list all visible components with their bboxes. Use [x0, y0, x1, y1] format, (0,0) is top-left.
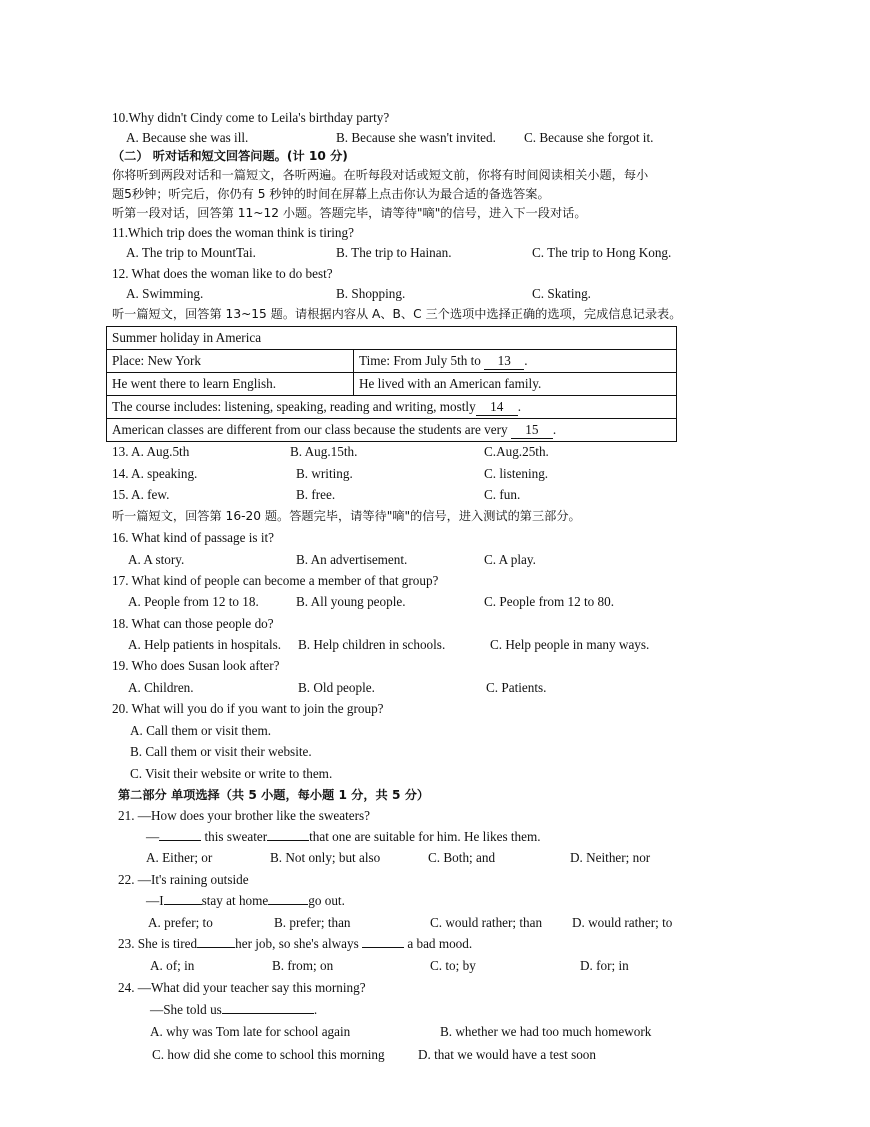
q24-blank[interactable] — [222, 1013, 314, 1014]
q21-text-mid: this sweater — [204, 829, 268, 844]
q22-blank-1[interactable] — [164, 904, 202, 905]
q19-option-b[interactable]: B. Old people. — [298, 680, 375, 695]
record-place: Place: New York — [107, 350, 354, 373]
q21-text-post: that one are suitable for him. He likes them. — [309, 829, 541, 844]
record-table-instruction: 听一篇短文，回答第 13~15 题。请根据内容从 A、B、C 三个选项中选择正确的选项，完成信息记录表。 — [112, 307, 682, 321]
q18-option-b[interactable]: B. Help children in schools. — [298, 637, 446, 652]
q24-option-a[interactable]: A. why was Tom late for school again — [150, 1024, 351, 1039]
question-21-stem: 21. —How does your brother like the sweaters? — [118, 808, 370, 823]
record-classes: American classes are different from our class because the students are very 15 . — [107, 419, 677, 442]
q24-option-c[interactable]: C. how did she come to school this morning — [152, 1047, 385, 1062]
information-record-table — [106, 326, 677, 442]
record-lived: He lived with an American family. — [354, 373, 677, 396]
q21-option-c[interactable]: C. Both; and — [428, 850, 496, 865]
blank-15[interactable]: 15 — [511, 422, 553, 439]
q22-option-b[interactable]: B. prefer; than — [274, 915, 351, 930]
q13-option-b[interactable]: B. Aug.15th. — [290, 444, 358, 459]
part-2-heading: 第二部分 单项选择（共 5 小题，每小题 1 分，共 5 分） — [118, 788, 430, 802]
q22-option-a[interactable]: A. prefer; to — [148, 915, 213, 930]
record-time: Time: From July 5th to 13 . — [354, 350, 677, 373]
question-22-stem: 22. —It's raining outside — [118, 872, 249, 887]
q24-text-pre: —She told us — [150, 1002, 222, 1017]
q14-option-b[interactable]: B. writing. — [296, 466, 353, 481]
q22-text-mid: stay at home — [201, 893, 269, 908]
blank-13[interactable]: 13 — [484, 353, 524, 370]
record-time-text: Time: From July 5th to — [359, 352, 481, 368]
q22-dash: —I — [146, 893, 164, 908]
section-2-heading: （二） 听对话和短文回答问题。(计 10 分) — [112, 149, 348, 163]
question-21-line-2 — [146, 829, 541, 845]
section-2-instruction-2: 题5秒钟；听完后，你仍有 5 秒钟的时间在屏幕上点击你认为最合适的备选答案。 — [112, 187, 550, 201]
q22-option-d[interactable]: D. would rather; to — [572, 915, 673, 930]
q23-text-pre: 23. She is tired — [118, 936, 198, 951]
record-learn: He went there to learn English. — [107, 373, 354, 396]
q11-option-b[interactable]: B. The trip to Hainan. — [336, 245, 452, 260]
q15-option-a[interactable]: 15. A. few. — [112, 487, 170, 502]
q13-option-a[interactable]: 13. A. Aug.5th — [112, 444, 190, 459]
q22-option-c[interactable]: C. would rather; than — [430, 915, 543, 930]
q23-option-a[interactable]: A. of; in — [150, 958, 195, 973]
q16-option-c[interactable]: C. A play. — [484, 552, 536, 567]
q12-option-a[interactable]: A. Swimming. — [126, 286, 204, 301]
record-course: The course includes: listening, speaking, reading and writing, mostly 14 . — [107, 396, 677, 419]
question-18-stem: 18. What can those people do? — [112, 616, 274, 631]
q10-option-c[interactable]: C. Because she forgot it. — [524, 130, 654, 145]
q16-option-a[interactable]: A. A story. — [128, 552, 185, 567]
passage-instruction: 听一篇短文，回答第 16-20 题。答题完毕，请等待"嘀"的信号，进入测试的第三部分。 — [112, 509, 581, 523]
q11-option-c[interactable]: C. The trip to Hong Kong. — [532, 245, 672, 260]
q12-option-b[interactable]: B. Shopping. — [336, 286, 406, 301]
q10-option-a[interactable]: A. Because she was ill. — [126, 130, 249, 145]
q13-option-c[interactable]: C.Aug.25th. — [484, 444, 549, 459]
q11-option-a[interactable]: A. The trip to MountTai. — [126, 245, 256, 260]
blank-14[interactable]: 14 — [476, 399, 518, 416]
question-16-stem: 16. What kind of passage is it? — [112, 530, 275, 545]
q21-dash: — — [146, 829, 160, 844]
q12-option-c[interactable]: C. Skating. — [532, 286, 591, 301]
q21-blank-1[interactable] — [159, 840, 201, 841]
q23-blank-2[interactable] — [362, 947, 404, 948]
question-24-stem: 24. —What did your teacher say this morning? — [118, 980, 366, 995]
question-24-line-2 — [150, 1002, 317, 1018]
q21-option-a[interactable]: A. Either; or — [146, 850, 213, 865]
record-course-text: The course includes: listening, speaking, reading and writing, mostly — [112, 398, 476, 414]
q20-option-a[interactable]: A. Call them or visit them. — [130, 723, 272, 738]
q10-option-b[interactable]: B. Because she wasn't invited. — [336, 130, 496, 145]
q23-option-b[interactable]: B. from; on — [272, 958, 334, 973]
q18-option-c[interactable]: C. Help people in many ways. — [490, 637, 650, 652]
q19-option-c[interactable]: C. Patients. — [486, 680, 547, 695]
question-23-stem — [118, 936, 472, 952]
q23-option-d[interactable]: D. for; in — [580, 958, 629, 973]
q24-option-b[interactable]: B. whether we had too much homework — [440, 1024, 652, 1039]
q22-text-post: go out. — [308, 893, 345, 908]
q14-option-a[interactable]: 14. A. speaking. — [112, 466, 198, 481]
q14-option-c[interactable]: C. listening. — [484, 466, 549, 481]
question-10-stem: 10.Why didn't Cindy come to Leila's birthday party? — [112, 110, 390, 125]
record-classes-text: American classes are different from our class because the students are very — [112, 421, 508, 437]
q16-option-b[interactable]: B. An advertisement. — [296, 552, 408, 567]
section-2-instruction-3: 听第一段对话，回答第 11~12 小题。答题完毕，请等待"嘀"的信号，进入下一段对话。 — [112, 206, 587, 220]
section-2-instruction-1: 你将听到两段对话和一篇短文，各听两遍。在听每段对话或短文前，你将有时间阅读相关小题，每小 — [112, 168, 649, 182]
q19-option-a[interactable]: A. Children. — [128, 680, 194, 695]
question-11-stem: 11.Which trip does the woman think is tiring? — [112, 225, 354, 240]
question-19-stem: 19. Who does Susan look after? — [112, 658, 280, 673]
question-17-stem: 17. What kind of people can become a member of that group? — [112, 573, 439, 588]
q23-option-c[interactable]: C. to; by — [430, 958, 476, 973]
q23-text-post: a bad mood. — [407, 936, 473, 951]
q21-option-b[interactable]: B. Not only; but also — [270, 850, 381, 865]
q17-option-c[interactable]: C. People from 12 to 80. — [484, 594, 615, 609]
q24-text-post: . — [313, 1002, 318, 1017]
question-20-stem: 20. What will you do if you want to join the group? — [112, 701, 384, 716]
q22-blank-2[interactable] — [268, 904, 308, 905]
q15-option-b[interactable]: B. free. — [296, 487, 336, 502]
q23-text-mid: her job, so she's always — [235, 936, 359, 951]
q17-option-b[interactable]: B. All young people. — [296, 594, 406, 609]
q20-option-c[interactable]: C. Visit their website or write to them. — [130, 766, 333, 781]
record-title: Summer holiday in America — [107, 327, 677, 350]
question-22-line-2 — [146, 893, 345, 909]
q17-option-a[interactable]: A. People from 12 to 18. — [128, 594, 259, 609]
question-12-stem: 12. What does the woman like to do best? — [112, 266, 333, 281]
q21-option-d[interactable]: D. Neither; nor — [570, 850, 651, 865]
q23-blank-1[interactable] — [197, 947, 235, 948]
q18-option-a[interactable]: A. Help patients in hospitals. — [128, 637, 282, 652]
q24-option-d[interactable]: D. that we would have a test soon — [418, 1047, 596, 1062]
q15-option-c[interactable]: C. fun. — [484, 487, 521, 502]
q20-option-b[interactable]: B. Call them or visit their website. — [130, 744, 312, 759]
q21-blank-2[interactable] — [267, 840, 309, 841]
